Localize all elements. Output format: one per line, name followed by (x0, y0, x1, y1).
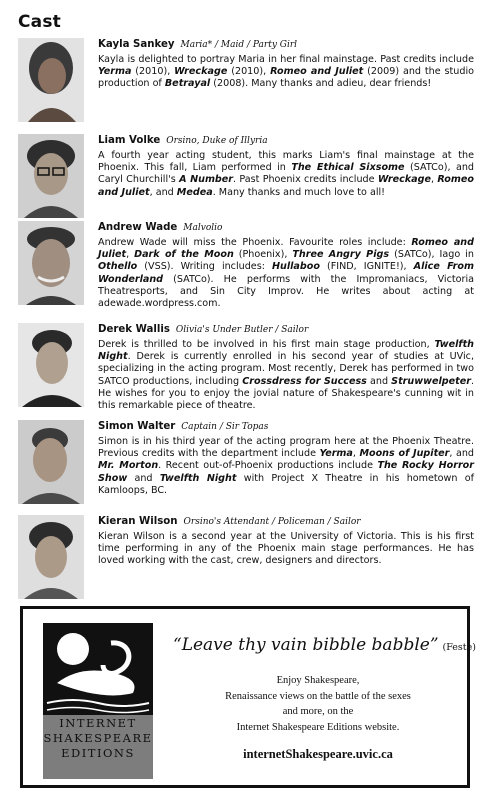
bio-text: . Past Phoenix credits include (233, 174, 378, 186)
bio-title: Betrayal (164, 78, 211, 90)
bio-title: Yerma (319, 448, 353, 460)
cast-photo (18, 515, 84, 599)
ad-body-line: Renaissance views on the battle of the sexes (225, 690, 411, 702)
bio-text: Kieran Wilson is a second year at the University of Victoria. This is his first time performing in any of the Phoenix main stage performances. He has loved working with the cast, crew, designers and directors. (98, 531, 474, 567)
bio-title: Dark of the Moon (134, 249, 234, 261)
cast-bio (98, 339, 474, 412)
cast-photo (18, 134, 84, 218)
ad-body-line: Internet Shakespeare Editions website. (236, 721, 400, 733)
ad-body-line: and more, on the (282, 706, 354, 717)
cast-photo (18, 221, 84, 305)
bio-title: Struwwelpeter (391, 375, 471, 387)
cast-role: Maria* / Maid / Party Girl (180, 40, 298, 50)
cast-photo (18, 323, 84, 407)
bio-title: The Rocky Horror Show (98, 460, 474, 484)
cast-role: Olivia's Under Butler / Sailor (175, 325, 309, 335)
bio-text: (2010), (227, 66, 271, 78)
ad-url: internetShakespeare.uvic.ca (243, 747, 393, 761)
ad-quote: “Leave thy vain bibble babble” (173, 635, 439, 655)
bio-text: , (352, 448, 360, 460)
bio-title: Othello (98, 261, 138, 273)
cast-name: Liam Volke (98, 135, 161, 146)
bio-text: and (127, 472, 160, 484)
cast-role: Orsino's Attendant / Policeman / Sailor (183, 517, 361, 527)
cast-role: Orsino, Duke of Illyria (166, 136, 268, 146)
bio-text: Derek is thrilled to be involved in his first main stage production, (98, 339, 435, 350)
bio-text: (SATCo). He performs with the Impromaniacs, Victoria Theatresports, and Sin City Improv. He writes about acting at adewade.wordpress.com. (98, 273, 474, 310)
bio-title: Romeo and Juliet (98, 174, 474, 198)
swan-icon (43, 623, 153, 715)
bio-text: with Project X Theatre in his hometown of Kamloops, BC. (98, 472, 474, 496)
bio-text: (SATCo), and Caryl Churchill's (98, 162, 474, 186)
logo-line: EDITIONS (61, 746, 135, 760)
bio-text: (2010), (131, 66, 175, 78)
bio-text: (FIND, IGNITE!), (319, 261, 414, 273)
cast-name: Kieran Wilson (98, 516, 178, 527)
ise-logo (43, 623, 153, 779)
bio-title: Alice From Wonderland (98, 261, 474, 285)
bio-text: and (366, 375, 392, 387)
bio-title: Romeo and Juliet (98, 237, 475, 261)
ise-advertisement (20, 606, 476, 788)
bio-title: The Ethical Sixsome (291, 162, 405, 174)
ad-quote-attribution: (Feste) (442, 642, 476, 653)
page-title: Cast (18, 12, 61, 32)
bio-title: Moons of Jupiter (359, 448, 450, 460)
bio-text: (2008). Many thanks and adieu, dear friends! (210, 78, 432, 90)
bio-title: Twelfth Night (98, 339, 474, 363)
bio-text: A fourth year acting student, this marks Liam's final mainstage at the Phoenix. This fall, Liam performed in (98, 150, 474, 174)
cast-photo (18, 420, 84, 504)
bio-title: Crossdress for Success (242, 375, 367, 387)
bio-title: Yerma (98, 66, 132, 78)
bio-text: . Derek is currently enrolled in his second year of studies at UVic, specializing in the acting program. Most recently, Derek has performed in two SATCO productions, including (98, 351, 474, 387)
bio-title: Romeo and Juliet (270, 66, 364, 78)
cast-name: Andrew Wade (98, 222, 178, 233)
cast-name: Kayla Sankey (98, 39, 175, 50)
logo-line: INTERNET (59, 716, 137, 730)
cast-bio (98, 436, 474, 497)
logo-line: SHAKESPEARE (43, 731, 153, 745)
bio-text: . He wishes for you to enjoy the jovial nature of Shakespeare's cunning wit in this remarkable piece of theatre. (98, 375, 474, 412)
bio-text: . Many thanks and much love to all! (212, 186, 386, 198)
bio-text: (Phoenix), (233, 249, 293, 261)
bio-title: Hullaboo (271, 261, 320, 273)
cast-bio (98, 531, 474, 568)
ad-body-line: Enjoy Shakespeare, (276, 675, 360, 686)
cast-bio (98, 237, 474, 310)
bio-title: Twelfth Night (159, 472, 237, 484)
bio-text: , (431, 174, 438, 186)
bio-text: (2009) and the studio production of (98, 66, 474, 90)
bio-text: , (126, 249, 135, 261)
bio-title: Mr. Morton (98, 460, 159, 472)
bio-text: Kayla is delighted to portray Maria in her final mainstage. Past credits include (98, 54, 474, 65)
bio-text: Andrew Wade will miss the Phoenix. Favourite roles include: (98, 237, 412, 248)
bio-title: A Number (179, 174, 234, 186)
bio-text: , and (449, 448, 475, 460)
bio-text: , and (149, 186, 177, 198)
cast-role: Captain / Sir Topas (181, 422, 269, 432)
bio-text: (SATCo), Iago in (389, 249, 474, 261)
bio-text: . Recent out-of-Phoenix productions include (158, 460, 378, 472)
bio-title: Wreckage (174, 66, 228, 78)
ad-body (173, 673, 463, 735)
bio-title: Three Angry Pigs (292, 249, 390, 261)
cast-bio (98, 54, 474, 91)
cast-name: Simon Walter (98, 421, 176, 432)
bio-title: Wreckage (377, 174, 432, 186)
bio-title: Medea (176, 186, 213, 198)
bio-text: (VSS). Writing includes: (137, 261, 272, 273)
cast-name: Derek Wallis (98, 324, 170, 335)
cast-bio (98, 150, 474, 199)
cast-photo (18, 38, 84, 122)
cast-role: Malvolio (183, 223, 223, 233)
bio-text: Simon is in his third year of the acting program here at the Phoenix Theatre. Previous credits with the department include (98, 436, 474, 460)
